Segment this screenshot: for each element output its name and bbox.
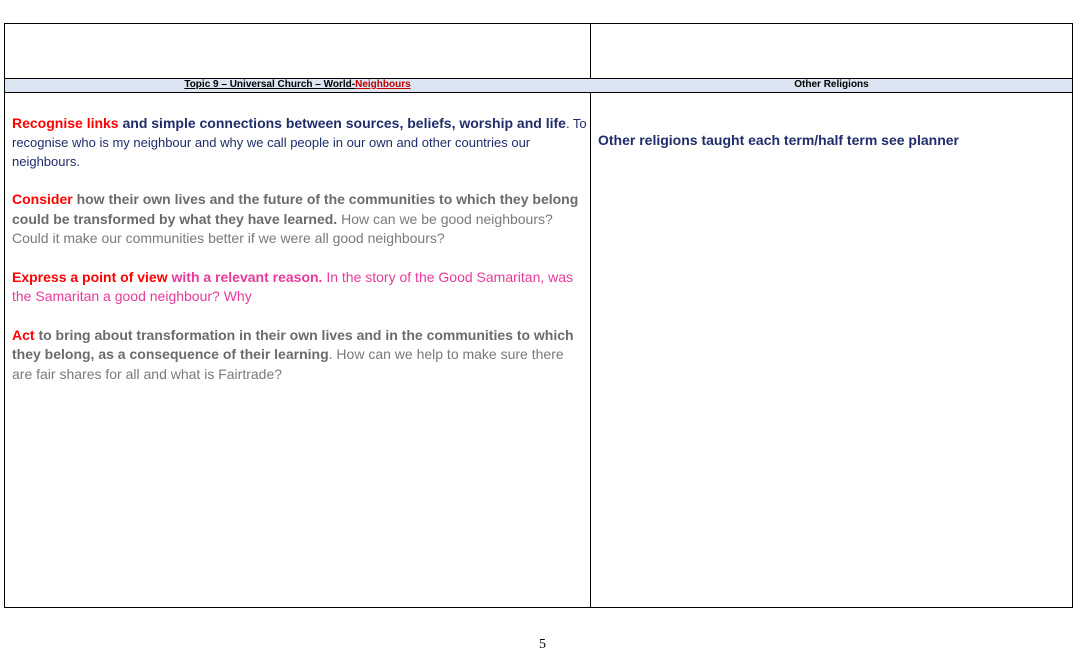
objective-lead: Consider	[12, 191, 73, 207]
column-divider	[590, 24, 591, 607]
topic-title: Topic 9 – Universal Church – World-	[184, 79, 356, 90]
objective-tail: . To recognise who is my neighbour and why we call people in our own and other countries our neighbours.	[12, 116, 587, 169]
objective-bold: with a relevant reason.	[167, 268, 323, 285]
other-religions-text: Other religions taught each term/half term see planner	[598, 132, 959, 148]
objective-bold: and simple connections between sources, beliefs, worship and life	[118, 115, 566, 131]
objective-act	[12, 326, 587, 385]
objective-tail: In the story of the Good Samaritan, was the Samaritan a good neighbour? Why	[12, 268, 574, 304]
objectives-column	[12, 114, 587, 403]
topic-header	[5, 78, 590, 93]
objective-recognise	[12, 114, 587, 171]
objective-bold: how their own lives and the future of the communities to which they belong could be transformed by what they have learned.	[12, 191, 579, 227]
objective-lead: Act	[12, 326, 35, 343]
topic-accent: Neighbours	[355, 79, 411, 90]
objective-consider	[12, 190, 587, 249]
objective-lead: Express a point of view	[12, 268, 168, 285]
objective-express	[12, 268, 587, 307]
other-religions-header: Other Religions	[794, 79, 869, 90]
objective-bold: to bring about transformation in their own lives and in the communities to which they belong, as a consequence of their learning	[12, 326, 574, 362]
page-number: 5	[539, 637, 546, 652]
objective-lead: Recognise links	[12, 115, 119, 131]
objective-tail: . How can we help to make sure there are fair shares for all and what is Fairtrade?	[12, 346, 564, 382]
planning-table	[4, 23, 1073, 608]
objective-tail: How can we be good neighbours? Could it make our communities better if we were all good neighbours?	[12, 210, 553, 246]
